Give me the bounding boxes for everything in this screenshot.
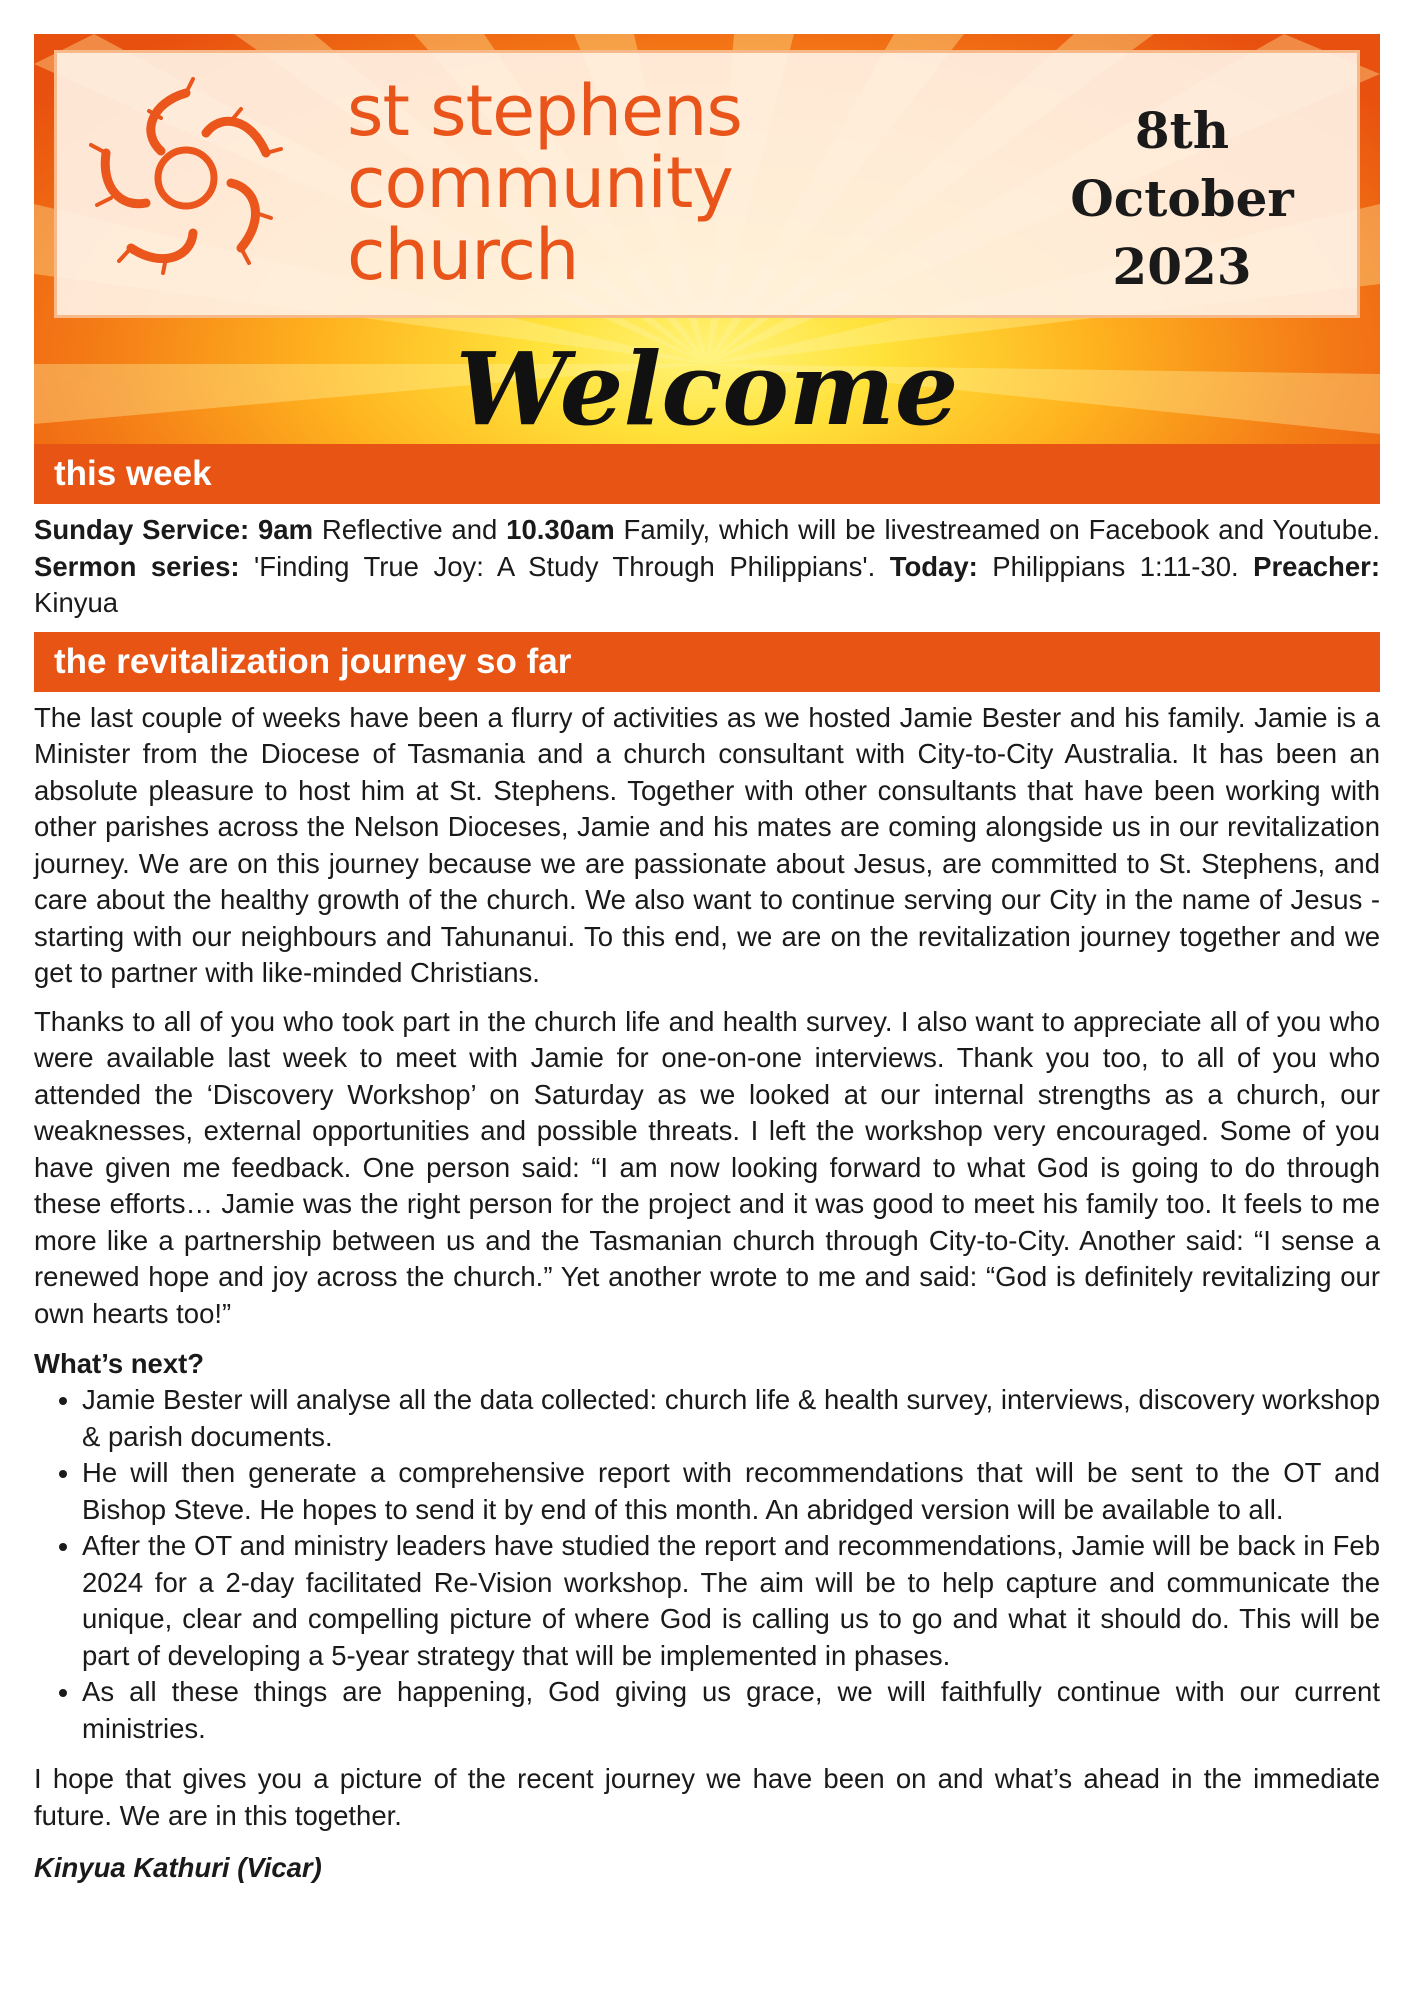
this-week-text [34,512,1380,622]
church-name-line-1: st stephens [347,70,742,152]
this-week-heading: this week [34,444,1380,504]
closing-paragraph: I hope that gives you a picture of the recent journey we have been on and what’s ahead in the immediate future. We are in this together. [34,1763,1380,1831]
this-week-label: 9am [258,514,314,545]
date-day: 8th [1134,101,1230,160]
church-logo-icon [81,73,291,283]
this-week-detail: Kinyua [34,587,119,618]
date-month: October [1070,169,1294,228]
this-week-detail: Family, which will be livestreamed on Facebook and Youtube. [614,514,1381,545]
this-week-label: 10.30am [506,514,615,545]
this-week-label: Sermon series: [34,550,240,582]
this-week-detail [249,514,258,545]
this-week-detail: Philippians 1:11-30. [977,550,1254,582]
list-item: • As all these things are happening, God giving us grace, we will faithfully continue with our current ministries. [82,1674,1380,1747]
list-item: • He will then generate a comprehensive report with recommendations that will be sent to the OT and Bishop Steve. He hopes to send it by end of this month. An abridged version will be available to all. [82,1455,1380,1528]
journey-paragraph-2: Thanks to all of you who took part in the church life and health survey. I also want to appreciate all of you who were available last week to meet with Jamie for one-on-one interviews. Thank you too, to all of you who attended the ‘Discovery Workshop’ on Saturday as we looked at our internal strengths as a church, our weaknesses, external opportunities and possible threats. I left the workshop very encouraged. Some of you have given me feedback. One person said: “I am now looking forward to what God is going to do through these efforts… Jamie was the right person for the project and it was good to meet his family too. It feels to me more like a partnership between us and the Tasmanian church through City-to-City. Another said: “I sense a renewed hope and joy across the church.” Yet another wrote to me and said: “God is definitely revitalizing our own hearts too!” [34,1005,1380,1329]
church-name-line-2: community [347,142,733,224]
church-name [347,70,742,296]
church-name-line-3: church [347,214,579,296]
welcome-title: Welcome [455,330,959,444]
this-week-label: Preacher: [1253,550,1380,582]
header-banner [34,34,1380,444]
list-item: • Jamie Bester will analyse all the data collected: church life & health survey, interviews, discovery workshop & parish documents. [82,1382,1380,1455]
journey-heading: the revitalization journey so far [34,632,1380,692]
whats-next-heading: What’s next? [34,1348,205,1379]
this-week-detail: 'Finding True Joy: A Study Through Philippians'. [239,550,890,582]
issue-date [1057,97,1307,301]
this-week-label: Sunday Service: [34,514,250,545]
header-box [54,50,1360,318]
whats-next-list [34,1382,1380,1747]
journey-paragraph-1: The last couple of weeks have been a flurry of activities as we hosted Jamie Bester and his family. Jamie is a Minister from the Diocese of Tasmania and a church consultant with City-to-City Australia. It has been an absolute pleasure to host him at St. Stephens. Together with other consultants that have been working with other parishes across the Nelson Dioceses, Jamie and his mates are coming alongside us in our revitalization journey. We are on this journey because we are passionate about Jesus, are committed to St. Stephens, and care about the healthy growth of the church. We also want to continue serving our City in the name of Jesus - starting with our neighbours and Tahunanui. To this end, we are on the revitalization journey together and we get to partner with like-minded Christians. [34,701,1380,988]
date-year: 2023 [1112,237,1252,296]
this-week-label: Today: [889,550,978,582]
list-item: • After the OT and ministry leaders have studied the report and recommendations, Jamie will be back in Feb 2024 for a 2-day facilitated Re-Vision workshop. The aim will be to help capture and communicate the unique, clear and compelling picture of where God is calling us to go and what it should do. This will be part of developing a 5-year strategy that will be implemented in phases. [82,1528,1380,1674]
signature: Kinyua Kathuri (Vicar) [34,1852,322,1883]
newsletter-page [34,34,1380,1884]
this-week-detail: Reflective and [313,514,507,545]
